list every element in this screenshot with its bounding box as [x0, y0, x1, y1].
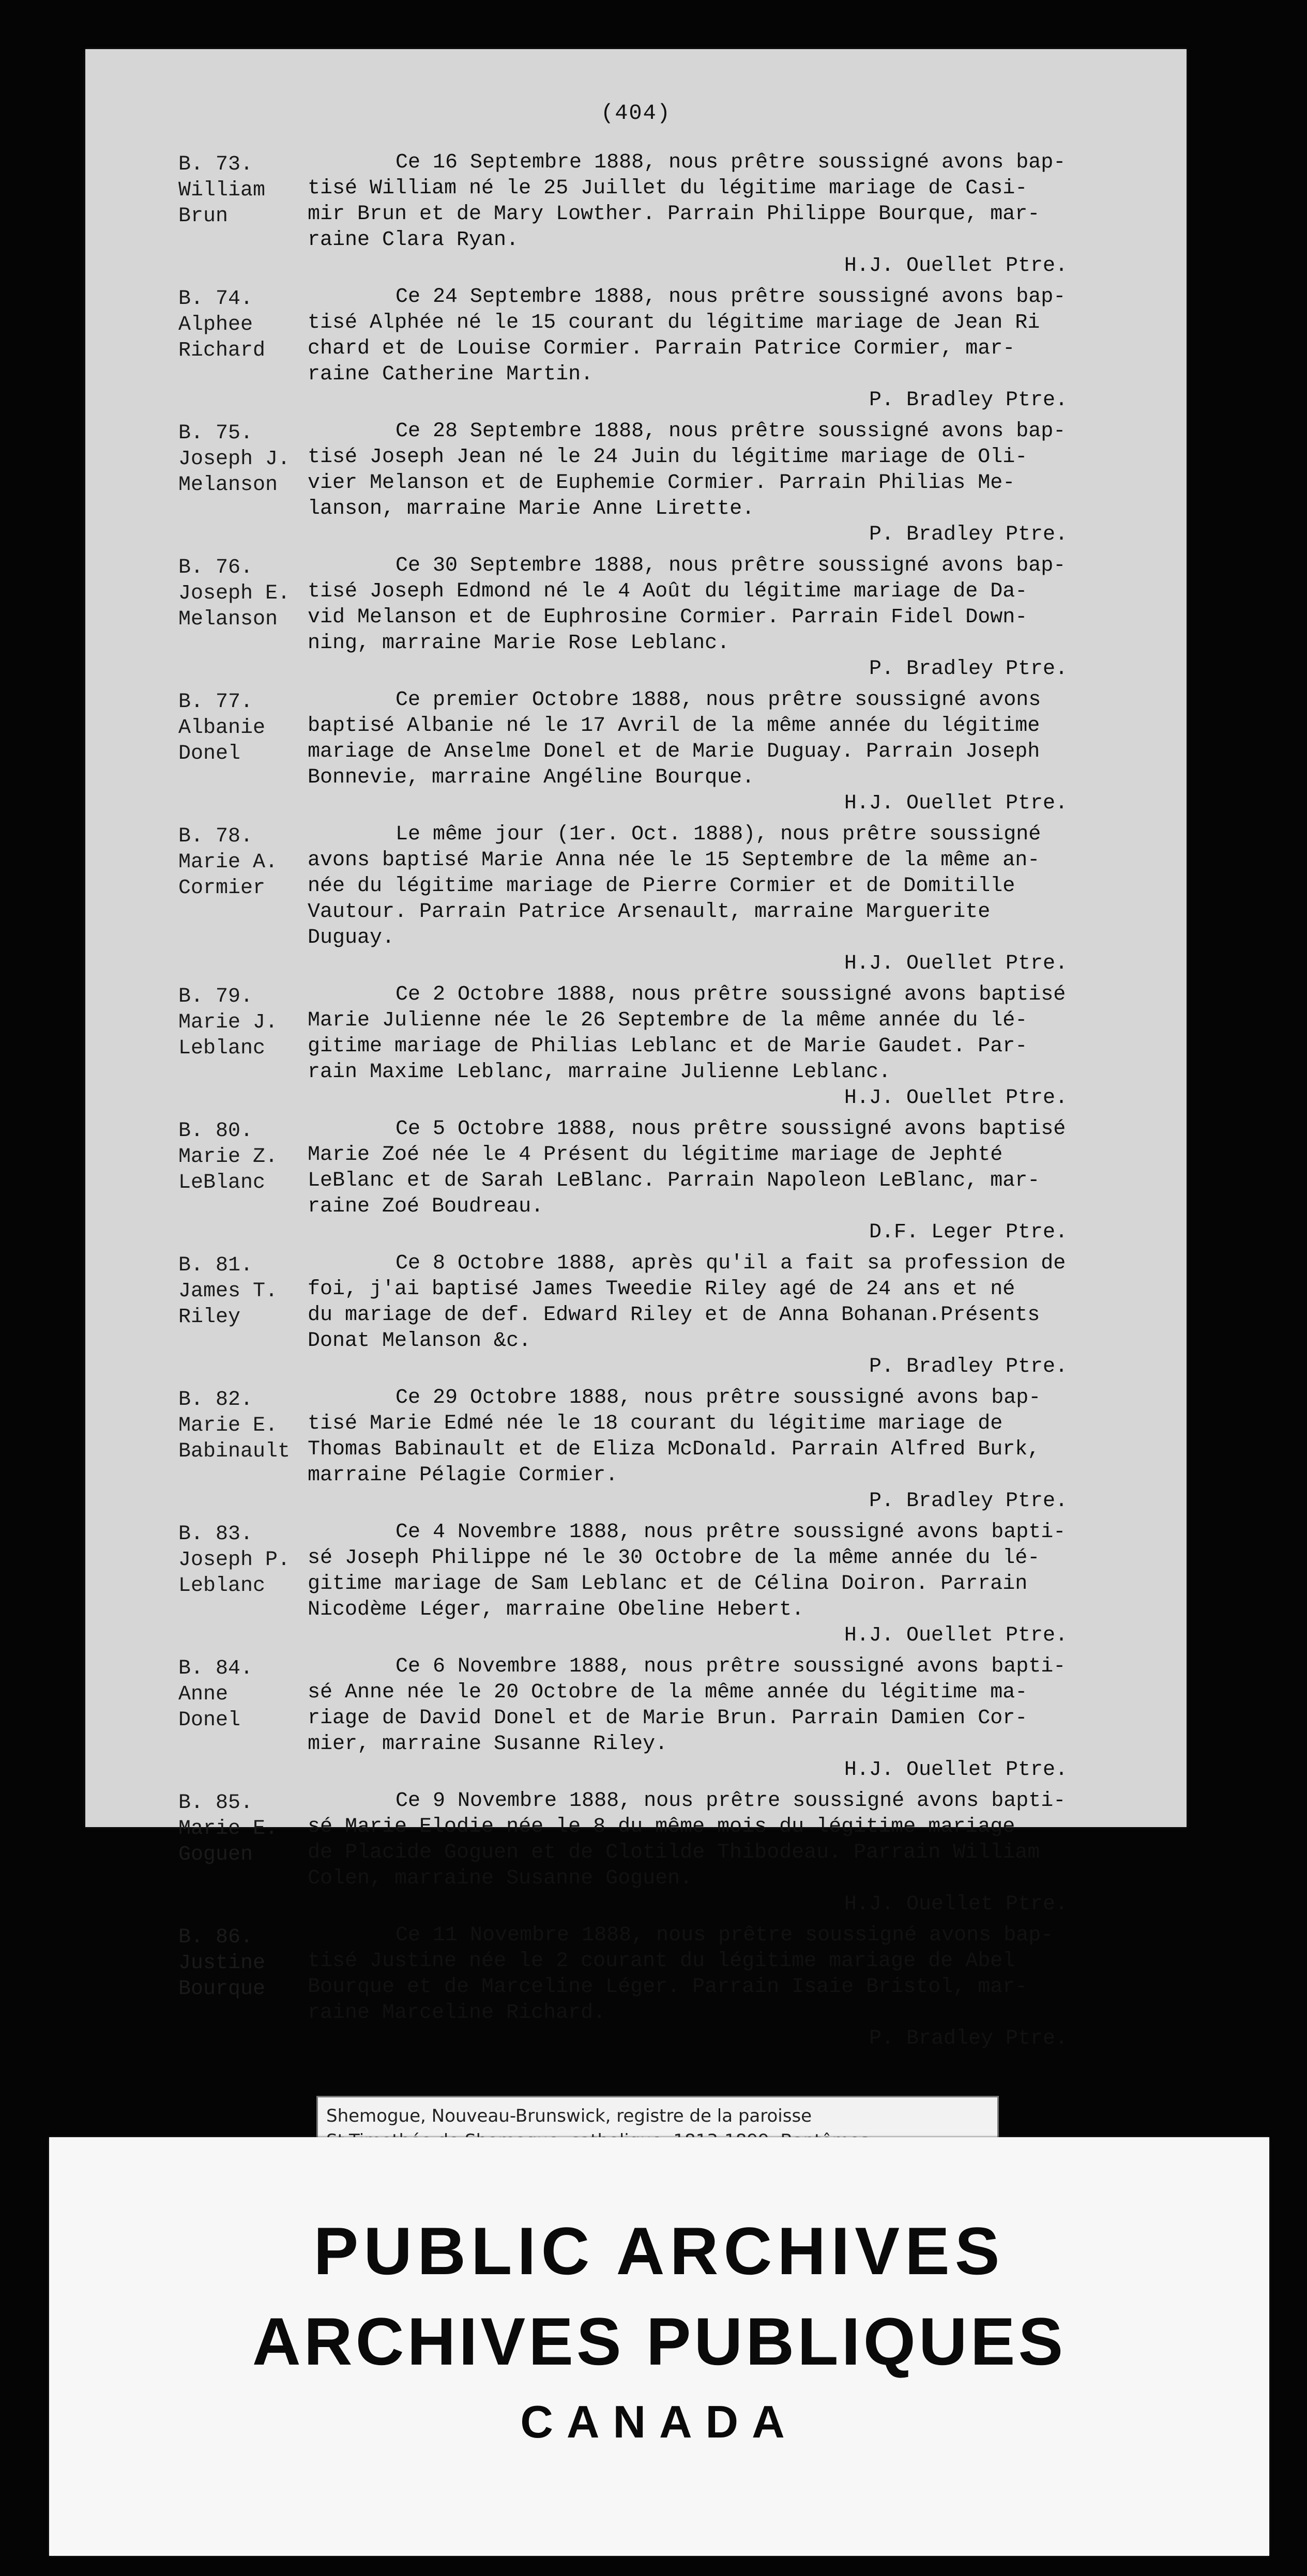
entry-line: LeBlanc et de Sarah LeBlanc. Parrain Napoleon LeBlanc, mar- — [308, 1169, 1040, 1192]
entry-line: tisé Joseph Edmond né le 4 Août du légitime mariage de Da- — [308, 580, 1028, 603]
entry-text — [308, 553, 1140, 682]
entry-line: Ce 30 Septembre 1888, nous prêtre soussigné avons bap- — [396, 554, 1066, 577]
entry-line: Ce premier Octobre 1888, nous prêtre soussigné avons — [396, 688, 1041, 712]
entry-line: Ce 5 Octobre 1888, nous prêtre soussigné avons baptisé — [396, 1117, 1066, 1141]
baptism-entry — [178, 150, 1140, 279]
entry-line: gitime mariage de Philias Leblanc et de Marie Gaudet. Par- — [308, 1035, 1028, 1058]
entry-signature: H.J. Ouellet Ptre. — [844, 1758, 1068, 1782]
entry-signature: P. Bradley Ptre. — [869, 1490, 1068, 1513]
entry-margin-id: B. 84. Anne Donel — [178, 1657, 253, 1732]
entry-line: Bonnevie, marraine Angéline Bourque. — [308, 766, 755, 789]
entry-line: Ce 8 Octobre 1888, après qu'il a fait sa profession de — [396, 1252, 1066, 1275]
entry-line: raine Marceline Richard. — [308, 2001, 606, 2025]
entry-line: tisé Joseph Jean né le 24 Juin du légitime mariage de Oli- — [308, 446, 1028, 469]
entry-signature: P. Bradley Ptre. — [869, 389, 1068, 412]
entry-line: vier Melanson et de Euphemie Cormier. Parrain Philias Me- — [308, 471, 1015, 495]
entry-line: tisé Justine née le 2 courant du légitime mariage de Abel — [308, 1950, 1015, 1973]
entry-line: Marie Julienne née le 26 Septembre de la même année du lé- — [308, 1009, 1028, 1032]
entry-line: Ce 24 Septembre 1888, nous prêtre soussigné avons bap- — [396, 285, 1066, 309]
entry-text — [308, 284, 1140, 413]
entry-line: Ce 2 Octobre 1888, nous prêtre soussigné avons baptisé — [396, 983, 1066, 1006]
entry-line: rain Maxime Leblanc, marraine Julienne Leblanc. — [308, 1061, 891, 1084]
baptism-entry — [178, 1251, 1140, 1380]
entry-signature: H.J. Ouellet Ptre. — [844, 1893, 1068, 1916]
entry-line: Thomas Babinault et de Eliza McDonald. Parrain Alfred Burk, — [308, 1438, 1040, 1461]
entry-line: Donat Melanson &c. — [308, 1329, 531, 1353]
archives-title-french: ARCHIVES PUBLIQUES — [252, 2304, 1067, 2379]
baptism-entry — [178, 1923, 1140, 2052]
entry-margin-id: B. 75. Joseph J. Melanson — [178, 422, 291, 497]
entry-line: marraine Pélagie Cormier. — [308, 1464, 618, 1487]
entry-line: tisé Alphée né le 15 courant du légitime mariage de Jean Ri — [308, 311, 1040, 334]
page-number: (404) — [600, 101, 672, 126]
entry-line: riage de David Donel et de Marie Brun. Parrain Damien Cor- — [308, 1707, 1028, 1730]
entry-text — [308, 1923, 1140, 2052]
entry-margin-id: B. 79. Marie J. Leblanc — [178, 985, 278, 1060]
label-line: Shemogue, Nouveau-Brunswick, registre de la paroisse — [326, 2106, 812, 2126]
entry-line: sé Anne née le 20 Octobre de la même année du légitime ma- — [308, 1681, 1028, 1704]
entry-line: Duguay. — [308, 926, 395, 949]
entry-margin-id: B. 73. William Brun — [178, 153, 266, 228]
entry-line: tisé Marie Edmé née le 18 courant du légitime mariage de — [308, 1412, 1003, 1435]
entries-list — [178, 150, 1140, 2057]
baptism-entry — [178, 1654, 1140, 1783]
entry-line: du mariage de def. Edward Riley et de Anna Bohanan.Présents — [308, 1304, 1040, 1327]
entry-signature: H.J. Ouellet Ptre. — [844, 254, 1068, 278]
archives-title-english: PUBLIC ARCHIVES — [313, 2213, 1005, 2289]
entry-margin-id: B. 80. Marie Z. LeBlanc — [178, 1120, 278, 1194]
entry-text — [308, 1385, 1140, 1514]
register-page — [85, 49, 1187, 2050]
entry-line: Nicodème Léger, marraine Obeline Hebert. — [308, 1598, 804, 1621]
archives-country: CANADA — [520, 2396, 798, 2447]
entry-signature: H.J. Ouellet Ptre. — [844, 792, 1068, 815]
entry-margin-id: B. 76. Joseph E. Melanson — [178, 556, 291, 631]
entry-line: vid Melanson et de Euphrosine Cormier. Parrain Fidel Down- — [308, 606, 1028, 629]
baptism-entry — [178, 822, 1140, 977]
entry-line: lanson, marraine Marie Anne Lirette. — [308, 497, 755, 520]
entry-signature: H.J. Ouellet Ptre. — [844, 1624, 1068, 1647]
entry-line: Colen, marraine Susanne Goguen. — [308, 1867, 693, 1890]
entry-line: raine Catherine Martin. — [308, 363, 594, 386]
entry-text — [308, 1788, 1140, 1918]
entry-line: Ce 29 Octobre 1888, nous prêtre soussigné avons bap- — [396, 1386, 1041, 1409]
entry-text — [308, 687, 1140, 817]
baptism-entry — [178, 1520, 1140, 1649]
entry-line: Le même jour (1er. Oct. 1888), nous prêtre soussigné — [396, 823, 1041, 846]
entry-line: raine Zoé Boudreau. — [308, 1195, 544, 1218]
entry-signature: P. Bradley Ptre. — [869, 657, 1068, 681]
entry-line: foi, j'ai baptisé James Tweedie Riley agé de 24 ans et né — [308, 1278, 1015, 1301]
entry-line: raine Clara Ryan. — [308, 228, 519, 252]
entry-text — [308, 1251, 1140, 1380]
entry-line: mariage de Anselme Donel et de Marie Duguay. Parrain Joseph — [308, 740, 1040, 763]
entry-line: Ce 16 Septembre 1888, nous prêtre soussigné avons bap- — [396, 151, 1066, 174]
archives-card — [49, 2137, 1269, 2556]
baptism-entry — [178, 419, 1140, 548]
entry-text — [308, 822, 1140, 977]
baptism-entry — [178, 1788, 1140, 1918]
entry-line: ning, marraine Marie Rose Leblanc. — [308, 632, 730, 655]
entry-line: tisé William né le 25 Juillet du légitime mariage de Casi- — [308, 177, 1028, 200]
entry-line: Ce 4 Novembre 1888, nous prêtre soussigné avons bapti- — [396, 1521, 1066, 1544]
entry-line: de Placide Goguen et de Clotilde Thibodeau. Parrain William — [308, 1841, 1040, 1864]
entry-margin-id: B. 81. James T. Riley — [178, 1254, 278, 1329]
entry-line: née du légitime mariage de Pierre Cormier et de Domitille — [308, 875, 1015, 898]
entry-line: Marie Zoé née le 4 Présent du légitime mariage de Jephté — [308, 1143, 1003, 1167]
entry-line: avons baptisé Marie Anna née le 15 Septembre de la même an- — [308, 849, 1040, 872]
entry-signature: H.J. Ouellet Ptre. — [844, 1086, 1068, 1110]
entry-line: chard et de Louise Cormier. Parrain Patrice Cormier, mar- — [308, 337, 1015, 360]
entry-line: Ce 9 Novembre 1888, nous prêtre soussigné avons bapti- — [396, 1789, 1066, 1813]
entry-margin-id: B. 85. Marie E. Goguen — [178, 1791, 278, 1866]
entry-line: mir Brun et de Mary Lowther. Parrain Philippe Bourque, mar- — [308, 203, 1040, 226]
entry-line: Vautour. Parrain Patrice Arsenault, marraine Marguerite — [308, 900, 991, 924]
baptism-entry — [178, 553, 1140, 682]
entry-line: Ce 28 Septembre 1888, nous prêtre soussigné avons bap- — [396, 420, 1066, 443]
entry-signature: P. Bradley Ptre. — [869, 523, 1068, 546]
entry-text — [308, 1520, 1140, 1649]
entry-margin-id: B. 86. Justine Bourque — [178, 1926, 266, 2001]
entry-text — [308, 419, 1140, 548]
entry-text — [308, 1116, 1140, 1246]
entry-signature: P. Bradley Ptre. — [869, 1355, 1068, 1378]
baptism-entry — [178, 1116, 1140, 1246]
entry-margin-id: B. 74. Alphee Richard — [178, 287, 266, 362]
baptism-entry — [178, 1385, 1140, 1514]
entry-text — [308, 150, 1140, 279]
entry-signature: H.J. Ouellet Ptre. — [844, 952, 1068, 975]
entry-signature: P. Bradley Ptre. — [869, 2027, 1068, 2050]
entry-signature: D.F. Leger Ptre. — [869, 1221, 1068, 1244]
baptism-entry — [178, 687, 1140, 817]
entry-line: mier, marraine Susanne Riley. — [308, 1732, 668, 1756]
entry-margin-id: B. 77. Albanie Donel — [178, 691, 266, 765]
entry-line: Bourque et de Marceline Léger. Parrain Isaie Bristol, mar- — [308, 1975, 1028, 1999]
entry-margin-id: B. 82. Marie E. Babinault — [178, 1388, 291, 1463]
entry-margin-id: B. 83. Joseph P. Leblanc — [178, 1523, 291, 1598]
baptism-entry — [178, 284, 1140, 413]
entry-line: sé Joseph Philippe né le 30 Octobre de la même année du lé- — [308, 1546, 1040, 1570]
entry-line: Ce 11 Novembre 1888, nous prêtre soussigné avons bap- — [396, 1924, 1054, 1947]
entry-text — [308, 982, 1140, 1111]
entry-line: sé Marie Elodie née le 8 du même mois du légitime mariage — [308, 1815, 1015, 1838]
entry-line: Ce 6 Novembre 1888, nous prêtre soussigné avons bapti- — [396, 1655, 1066, 1678]
baptism-entry — [178, 982, 1140, 1111]
entry-line: baptisé Albanie né le 17 Avril de la même année du légitime — [308, 714, 1040, 738]
entry-text — [308, 1654, 1140, 1783]
entry-margin-id: B. 78. Marie A. Cormier — [178, 825, 278, 900]
entry-line: gitime mariage de Sam Leblanc et de Célina Doiron. Parrain — [308, 1572, 1028, 1596]
